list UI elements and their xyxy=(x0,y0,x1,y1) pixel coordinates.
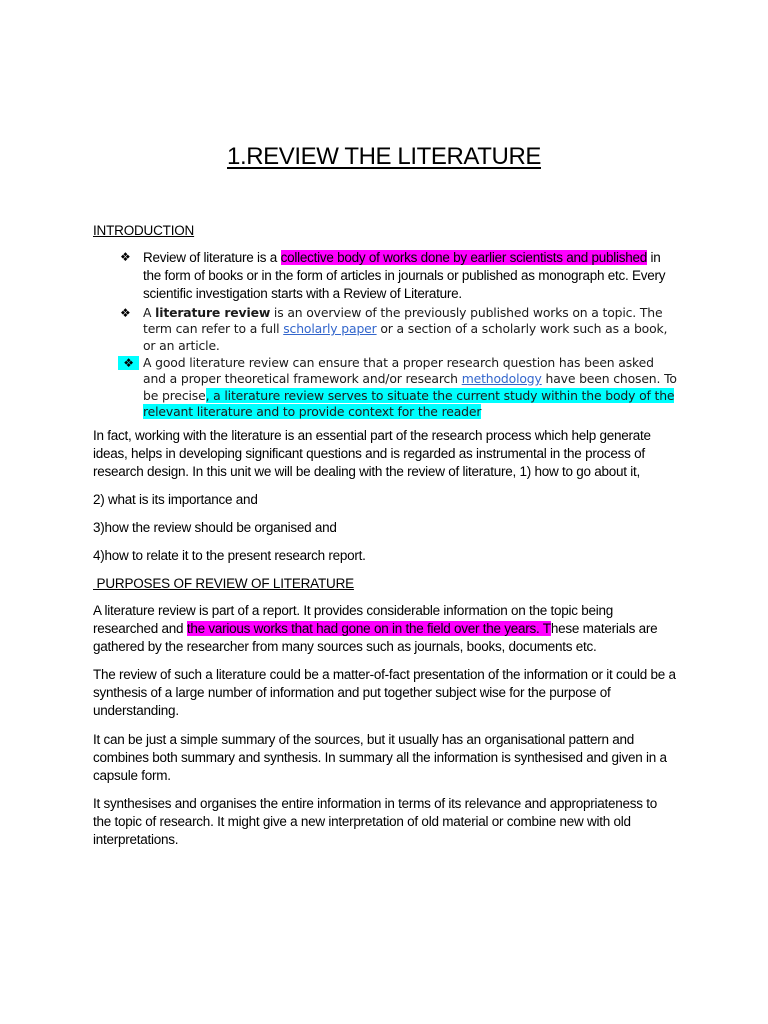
highlighted-text: the various works that had gone on in the field over the years. T xyxy=(186,621,551,636)
paragraph xyxy=(93,602,678,656)
diamond-bullet-icon: ❖ xyxy=(120,306,131,320)
bullet-text: A good literature review can ensure that a proper research question has been asked and a proper theoretical framework and/or research xyxy=(143,355,654,387)
paragraph: 3)how the review should be organised and xyxy=(93,520,337,535)
introduction-bullet-list xyxy=(120,249,680,420)
bullet-item xyxy=(120,355,680,420)
bold-term: literature review xyxy=(155,305,271,320)
bullet-text: Review of literature is a xyxy=(143,250,281,265)
bullet-text: is an overview of the previously published works on a topic. The term can refer to a full xyxy=(143,305,663,337)
purposes-heading: PURPOSES OF REVIEW OF LITERATURE xyxy=(93,576,354,591)
diamond-bullet-icon: ❖ xyxy=(120,250,131,264)
bullet-text: or a section of a scholarly work such as a book, or an article. xyxy=(143,321,668,353)
scholarly-paper-link[interactable]: scholarly paper xyxy=(283,321,377,337)
bullet-item xyxy=(120,249,680,303)
bullet-text: have been chosen. To be precise xyxy=(143,371,677,403)
methodology-link[interactable]: methodology xyxy=(461,371,542,387)
introduction-heading: INTRODUCTION xyxy=(93,223,195,238)
paragraph: 2) what is its importance and xyxy=(93,492,258,507)
bullet-item xyxy=(120,305,680,355)
paragraph-text: hese materials are gathered by the researcher from many sources such as journals, books, documents etc. xyxy=(93,621,658,654)
highlighted-text: , a literature review serves to situate the current study within the body of the relevant literature and to provide context for the reader xyxy=(143,387,675,419)
page-title: 1.REVIEW THE LITERATURE xyxy=(227,143,541,170)
paragraph-text: A literature review is part of a report. It provides considerable information on the topic being researched and xyxy=(93,603,614,636)
paragraph: The review of such a literature could be a matter-of-fact presentation of the information or it could be a synthesis of a large number of information and put together subject wise for the purpose of understanding. xyxy=(93,667,676,718)
paragraph: In fact, working with the literature is an essential part of the research process which help generate ideas, helps in developing significant questions and is regarded as instrumental in the process of research design. In this unit we will be dealing with the review of literature, 1) how to go about it, xyxy=(93,428,651,479)
bullet-text: in the form of books or in the form of articles in journals or published as monograph etc. Every scientific investigation starts with a Review of Literature. xyxy=(143,250,666,301)
bullet-text: A xyxy=(143,305,156,320)
highlighted-text: collective body of works done by earlier scientists and published xyxy=(280,250,648,265)
paragraph: It can be just a simple summary of the sources, but it usually has an organisational pattern and combines both summary and synthesis. In summary all the information is synthesised and given in a capsule form. xyxy=(93,732,667,783)
paragraph: 4)how to relate it to the present research report. xyxy=(93,548,366,563)
diamond-bullet-icon: ❖ xyxy=(118,356,139,370)
paragraph: It synthesises and organises the entire information in terms of its relevance and appropriateness to the topic of research. It might give a new interpretation of old material or combine new with old interpretations. xyxy=(93,796,658,847)
